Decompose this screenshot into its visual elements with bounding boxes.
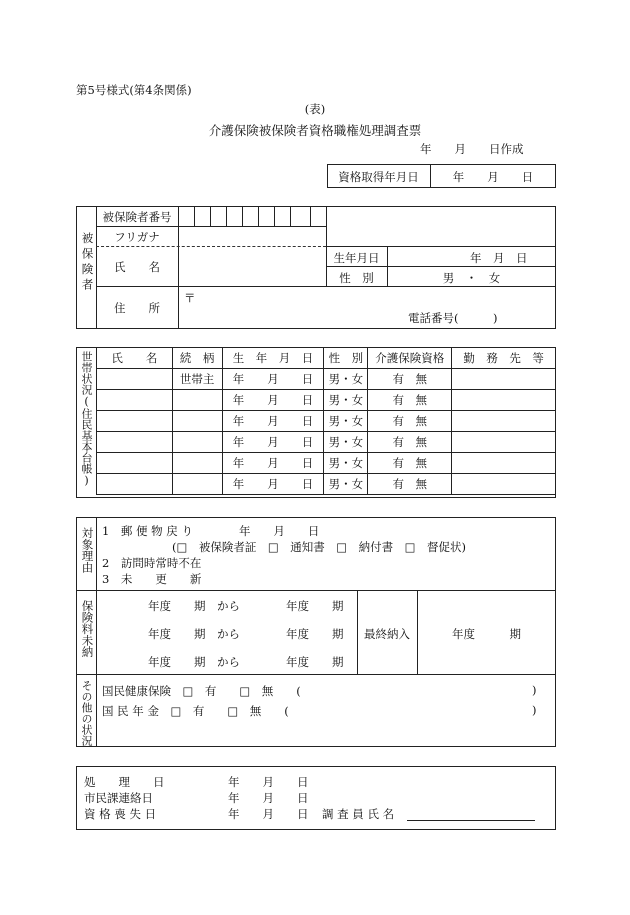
birth-label: 生年月日 bbox=[333, 251, 380, 265]
status-cell: 有 無 bbox=[368, 474, 452, 495]
reason-line-2: 2 訪問時常時不在 bbox=[102, 556, 202, 570]
date-cell: 年 月 日 bbox=[222, 390, 324, 411]
status-cell: 有 無 bbox=[368, 411, 452, 432]
last-payment-label: 最終納入 bbox=[364, 627, 410, 641]
status-cell: 有 無 bbox=[368, 369, 452, 390]
household-group-label: 世帯状況(住民基本台帳) bbox=[80, 351, 93, 487]
insured-number-label: 被保険者番号 bbox=[102, 210, 172, 224]
name-label: 氏 名 bbox=[114, 260, 160, 274]
sex-cell: 男・女 bbox=[324, 390, 368, 411]
reason-group-label: 対象理由 bbox=[80, 527, 95, 573]
pension-line: 国 民 年 金 □ 有 □ 無 ( bbox=[102, 704, 289, 718]
phone-label: 電話番号( ) bbox=[408, 311, 498, 325]
table-row bbox=[97, 411, 556, 432]
col-workplace: 勤 務 先 等 bbox=[452, 348, 556, 369]
col-relation: 続 柄 bbox=[172, 348, 222, 369]
created-date: 年 月 日作成 bbox=[420, 142, 524, 156]
table-row bbox=[97, 390, 556, 411]
reason-line-1-items: (□ 被保険者証 □ 通知書 □ 納付書 □ 督促状) bbox=[172, 540, 466, 554]
sex-label: 性 別 bbox=[339, 271, 374, 285]
table-row bbox=[97, 453, 556, 474]
sex-cell: 男・女 bbox=[324, 453, 368, 474]
unpaid-row-3: 年度 期 から 年度 期 bbox=[148, 655, 344, 669]
unpaid-group-label: 保険料未納 bbox=[80, 600, 95, 658]
reason-line-1: 1 郵 便 物 戻 り 年 月 日 bbox=[102, 524, 320, 538]
birth-value: 年 月 日 bbox=[470, 251, 528, 265]
insured-group-label: 被保険者 bbox=[80, 232, 95, 294]
sex-cell: 男・女 bbox=[324, 411, 368, 432]
date-cell: 年 月 日 bbox=[222, 369, 324, 390]
sex-value: 男 ・ 女 bbox=[442, 271, 501, 285]
status-cell: 有 無 bbox=[368, 453, 452, 474]
date-cell: 年 月 日 bbox=[222, 474, 324, 495]
household-header-row bbox=[97, 348, 556, 369]
date-cell: 年 月 日 bbox=[222, 453, 324, 474]
process-date-value: 年 月 日 bbox=[228, 775, 309, 789]
city-contact-date-value: 年 月 日 bbox=[228, 791, 309, 805]
acquisition-date-value: 年 月 日 bbox=[452, 170, 534, 184]
sex-cell: 男・女 bbox=[324, 369, 368, 390]
nhi-line: 国民健康保険 □ 有 □ 無 ( bbox=[102, 684, 301, 698]
date-cell: 年 月 日 bbox=[222, 411, 324, 432]
household-table bbox=[96, 347, 556, 495]
surveyor-name-label: 調 査 員 氏 名 bbox=[322, 807, 395, 821]
form-id: 第5号様式(第4条関係) bbox=[76, 83, 192, 97]
table-row bbox=[97, 474, 556, 495]
table-row bbox=[97, 369, 556, 390]
nhi-close-paren: ) bbox=[532, 683, 537, 697]
unpaid-row-2: 年度 期 から 年度 期 bbox=[148, 627, 344, 641]
unpaid-row-1: 年度 期 から 年度 期 bbox=[148, 599, 344, 613]
last-payment-value: 年度 期 bbox=[452, 627, 521, 641]
loss-date-label: 資 格 喪 失 日 bbox=[84, 807, 157, 821]
status-cell: 有 無 bbox=[368, 390, 452, 411]
col-name: 氏 名 bbox=[97, 348, 173, 369]
side-label: (表) bbox=[304, 102, 326, 116]
col-sex: 性 別 bbox=[324, 348, 368, 369]
process-date-label: 処 理 日 bbox=[84, 775, 165, 789]
acquisition-date-label: 資格取得年月日 bbox=[338, 170, 419, 184]
col-birthdate: 生 年 月 日 bbox=[222, 348, 324, 369]
address-label: 住 所 bbox=[114, 301, 160, 315]
sex-cell: 男・女 bbox=[324, 432, 368, 453]
status-cell: 有 無 bbox=[368, 432, 452, 453]
surveyor-name-line bbox=[407, 820, 535, 821]
loss-date-value: 年 月 日 bbox=[228, 807, 309, 821]
col-care-status: 介護保険資格 bbox=[368, 348, 452, 369]
furigana-label: フリガナ bbox=[114, 230, 160, 244]
table-row bbox=[97, 432, 556, 453]
sex-cell: 男・女 bbox=[324, 474, 368, 495]
date-cell: 年 月 日 bbox=[222, 432, 324, 453]
postal-mark: 〒 bbox=[184, 291, 196, 305]
pension-close-paren: ) bbox=[532, 703, 537, 717]
city-contact-date-label: 市民課連絡日 bbox=[84, 791, 153, 805]
relation-cell: 世帯主 bbox=[172, 369, 222, 390]
other-group-label: その他の状況 bbox=[80, 680, 93, 746]
form-title: 介護保険被保険者資格職権処理調査票 bbox=[208, 123, 422, 138]
reason-line-3: 3 未 更 新 bbox=[102, 572, 202, 586]
